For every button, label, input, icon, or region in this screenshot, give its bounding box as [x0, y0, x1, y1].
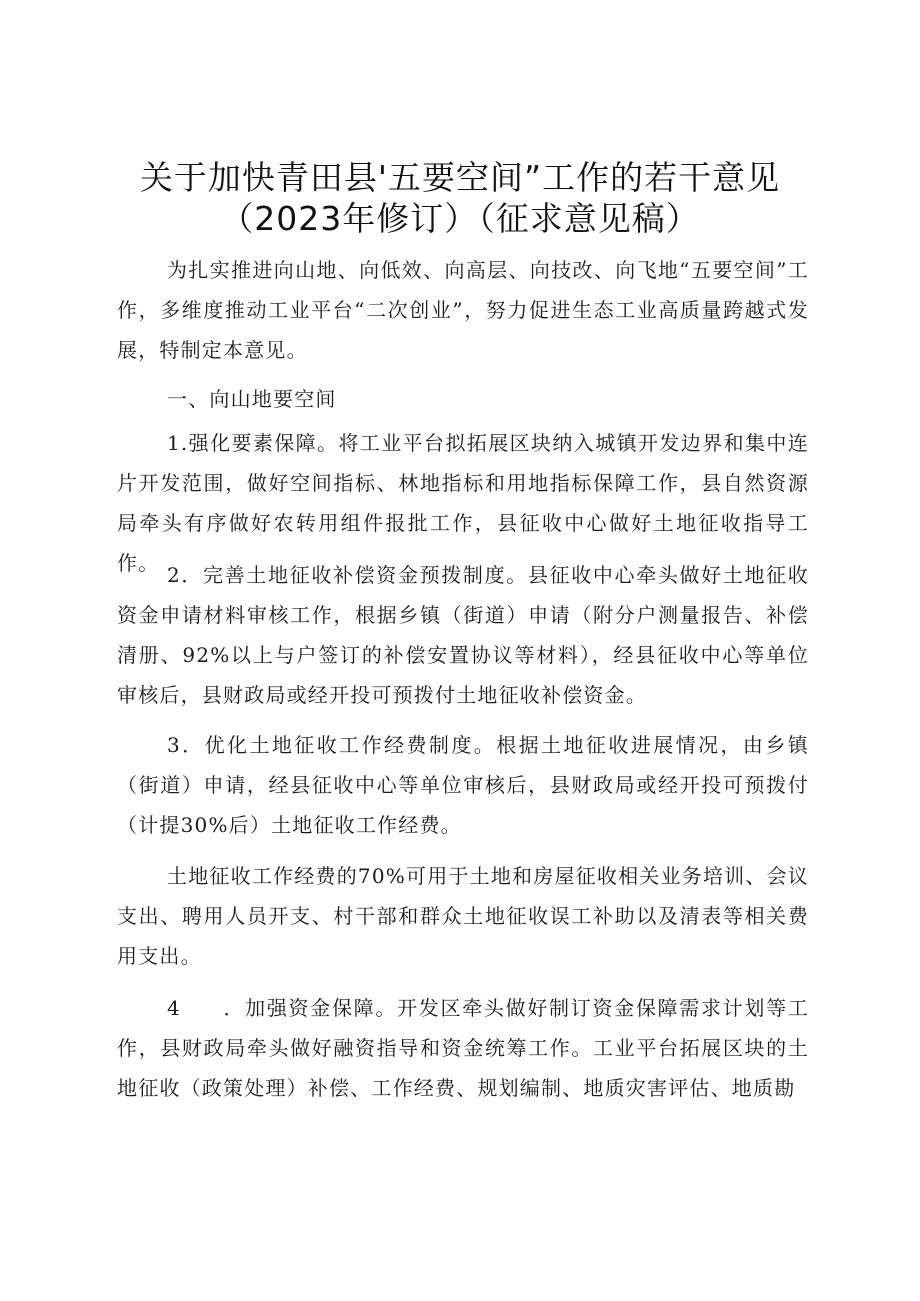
item-1-paragraph: 1.强化要素保障。将工业平台拟拓展区块纳入城镇开发边界和集中连片开发范围，做好空间指标、林地指标和用地指标保障工作，县自然资源局牵头有序做好农转用组件报批工作，县征收中心做好土地征收指导工作。: [117, 431, 809, 575]
document-title-line-1: 关于加快青田县'五要空间”工作的若干意见: [139, 158, 781, 197]
item-4-number: 4: [167, 996, 181, 1020]
item-2-paragraph: 2．完善土地征收补偿资金预拨制度。县征收中心牵头做好土地征收资金申请材料审核工作，根据乡镇（街道）申请（附分户测量报告、补偿清册、92%以上与户签订的补偿安置协议等材料），经县征收中心等单位审核后，县财政局或经开投可预拨付土地征收补偿资金。: [117, 563, 809, 707]
intro-paragraph: 为扎实推进向山地、向低效、向高层、向技改、向飞地“五要空间”工作，多维度推动工业平台“二次创业”，努力促进生态工业高质量跨越式发展，特制定本意见。: [117, 258, 809, 362]
item-4-paragraph: [117, 988, 809, 1108]
document-title-line-2: （2023年修订）（征求意见稿）: [220, 199, 700, 238]
item-3-paragraph: 3．优化土地征收工作经费制度。根据土地征收进展情况，由乡镇（街道）申请，经县征收中心等单位审核后，县财政局或经开投可预拨付（计提30%后）土地征收工作经费。: [117, 733, 809, 837]
item-3-note-paragraph: 土地征收工作经费的70%可用于土地和房屋征收相关业务培训、会议支出、聘用人员开支、村干部和群众土地征收误工补助以及清表等相关费用支出。: [117, 864, 809, 968]
section-1-heading: 一、向山地要空间: [167, 387, 337, 411]
item-4-text: ．加强资金保障。开发区牵头做好制订资金保障需求计划等工作，县财政局牵头做好融资指导和资金统筹工作。工业平台拓展区块的土地征收（政策处理）补偿、工作经费、规划编制、地质灾害评估、地质勘: [117, 996, 809, 1100]
